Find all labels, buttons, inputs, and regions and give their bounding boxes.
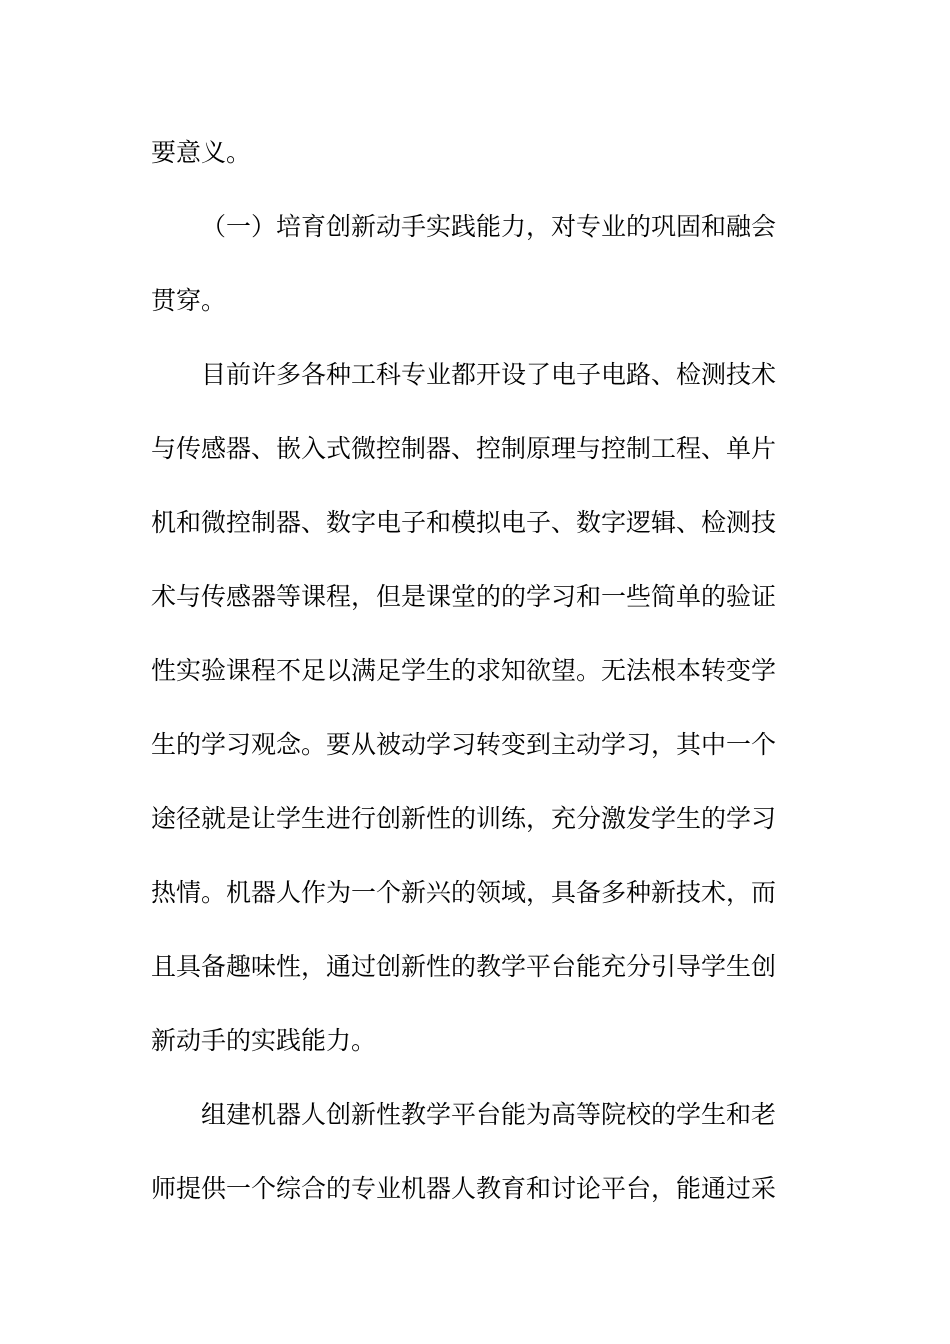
text-line: 新动手的实践能力。 (151, 1026, 377, 1055)
text-line: 生的学习观念。要从被动学习转变到主动学习，其中一个 (151, 730, 777, 759)
text-line: 贯穿。 (151, 286, 227, 315)
text-line: 要意义。 (151, 138, 252, 167)
paragraph-first-line: 组建机器人创新性教学平台能为高等院校的学生和老 (201, 1100, 777, 1129)
text-line: 术与传感器等课程，但是课堂的的学习和一些简单的验证 (151, 582, 777, 611)
section-heading: （一）培育创新动手实践能力，对专业的巩固和融会 (201, 212, 777, 241)
text-line: 机和微控制器、数字电子和模拟电子、数字逻辑、检测技 (151, 508, 777, 537)
text-line: 且具备趣味性，通过创新性的教学平台能充分引导学生创 (151, 952, 777, 981)
text-line: 师提供一个综合的专业机器人教育和讨论平台，能通过采 (151, 1174, 777, 1203)
paragraph-first-line: 目前许多各种工科专业都开设了电子电路、检测技术 (201, 360, 777, 389)
body-text (151, 128, 791, 1238)
text-line: 性实验课程不足以满足学生的求知欲望。无法根本转变学 (151, 656, 777, 685)
text-line: 热情。机器人作为一个新兴的领域，具备多种新技术，而 (151, 878, 777, 907)
text-line: 与传感器、嵌入式微控制器、控制原理与控制工程、单片 (151, 434, 777, 463)
text-line: 途径就是让学生进行创新性的训练，充分激发学生的学习 (151, 804, 777, 833)
